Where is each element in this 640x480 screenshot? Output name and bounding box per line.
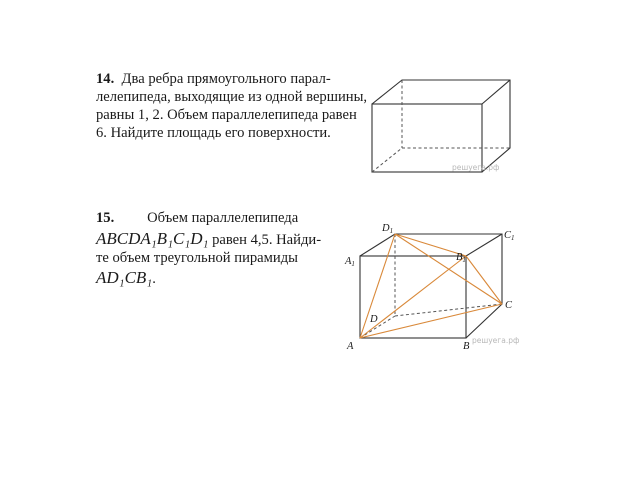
label-c: C (505, 300, 513, 311)
problem-15-number: 15. (96, 210, 115, 226)
front-face (372, 104, 482, 172)
problem-15-text (96, 209, 336, 288)
watermark: решуега.рф (452, 163, 500, 172)
label-a1: A1 (345, 256, 355, 268)
back-top-edges (360, 234, 502, 338)
label-a: A (347, 341, 354, 352)
label-c1: C1 (504, 230, 515, 242)
hidden-depth-edge (372, 148, 402, 172)
problem-14-text (96, 70, 368, 142)
back-edges (372, 80, 510, 172)
problem-14-line-4: 6. Найдите площадь его поверхности. (96, 125, 331, 141)
edge-b1-c1 (466, 234, 502, 256)
problem-14-number: 14. (96, 71, 115, 87)
problem-14-line-1: 14. Два ребра прямоугольного парал- (96, 71, 331, 87)
label-d: D (370, 314, 378, 325)
pyramid-name: AD₁CB₁ (96, 268, 153, 287)
watermark: решуега.рф (472, 336, 520, 345)
problem-14-line-2: лелепипеда, выходящие из одной вершины, (96, 89, 368, 105)
problem-15-line-1: 15. Объем параллелепипеда (96, 210, 299, 226)
problem-14-box-figure (370, 76, 520, 182)
problem-15-parallelepiped-figure (340, 218, 530, 356)
problem-15-line-4: AD₁CB₁. (96, 268, 156, 287)
problem-15-line-2: ABCDA₁B₁C₁D₁ равен 4,5. Найди- (96, 229, 322, 248)
pyramid-edge-b1-c (466, 256, 502, 304)
hidden-edge-d-c (395, 304, 502, 316)
label-b1: B1 (456, 252, 466, 264)
problem-15-line-3: те объем треугольной пирамиды (96, 250, 298, 266)
label-b: B (463, 341, 470, 352)
problem-14-line-3: равны 1, 2. Объем параллелепипеда равен (96, 107, 357, 123)
top-right-edge (482, 80, 510, 104)
prism-name: ABCDA₁B₁C₁D₁ (96, 229, 209, 248)
pyramid-edge-d1-c (395, 234, 502, 304)
label-d1: D1 (382, 223, 394, 235)
